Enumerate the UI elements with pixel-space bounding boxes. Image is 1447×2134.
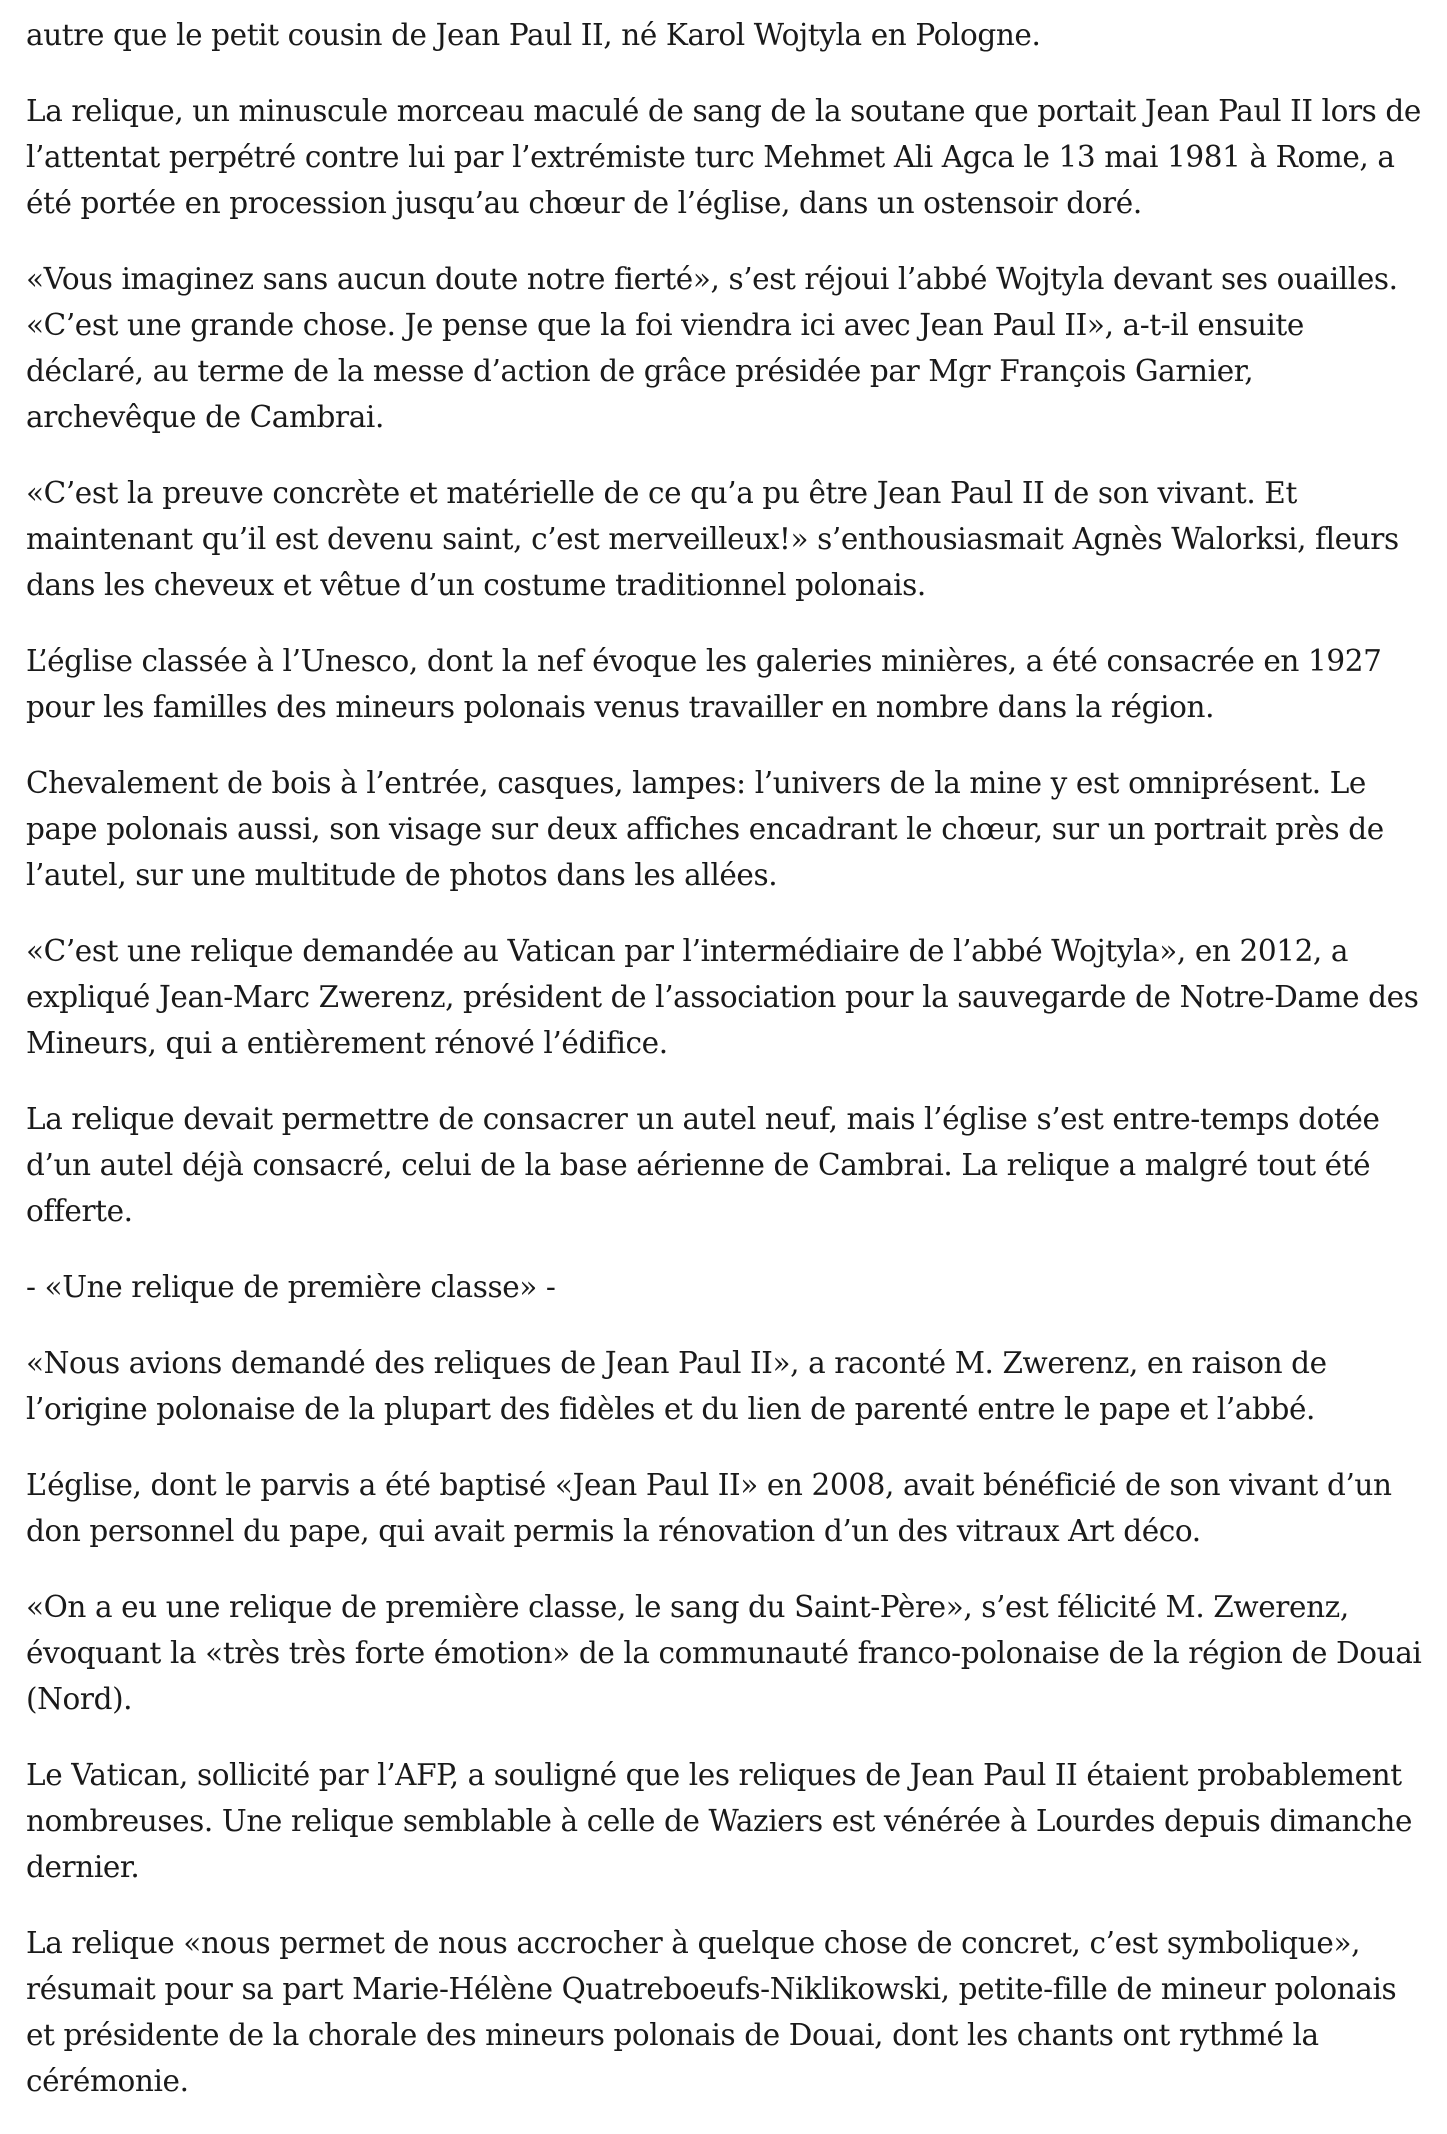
paragraph-8: La relique devait permettre de consacrer un autel neuf, mais l’église s’est entre-temps dotée d’un autel déjà consacré, celui de la base aérienne de Cambrai. La relique a malgré tout été offerte.	[26, 1102, 1380, 1228]
section-subheading: - «Une relique de première classe» -	[26, 1270, 556, 1304]
paragraph-5: L’église classée à l’Unesco, dont la nef évoque les galeries minières, a été consacrée en 1927 pour les familles des mineurs polonais venus travailler en nombre dans la région.	[26, 644, 1382, 724]
paragraph-6: Chevalement de bois à l’entrée, casques, lampes: l’univers de la mine y est omniprésent. Le pape polonais aussi, son visage sur deux affiches encadrant le chœur, sur un portrait près de l’autel, sur une multitude de photos dans les allées.	[26, 766, 1384, 892]
paragraph-1: autre que le petit cousin de Jean Paul II, né Karol Wojtyla en Pologne.	[26, 18, 1041, 52]
paragraph-9: «Nous avions demandé des reliques de Jean Paul II», a raconté M. Zwerenz, en raison de l’origine polonaise de la plupart des fidèles et du lien de parenté entre le pape et l’abbé.	[26, 1346, 1327, 1426]
paragraph-10: L’église, dont le parvis a été baptisé «Jean Paul II» en 2008, avait bénéficié de son vivant d’un don personnel du pape, qui avait permis la rénovation d’un des vitraux Art déco.	[26, 1468, 1392, 1548]
article-body	[26, 12, 1426, 2134]
paragraph-3: «Vous imaginez sans aucun doute notre fierté», s’est réjoui l’abbé Wojtyla devant ses ouailles. «C’est une grande chose. Je pense que la foi viendra ici avec Jean Paul II», a-t-il ensuite déclaré, au terme de la messe d’action de grâce présidée par Mgr François Garnier, archevêque de Cambrai.	[26, 262, 1398, 434]
paragraph-11: «On a eu une relique de première classe, le sang du Saint-Père», s’est félicité M. Zwerenz, évoquant la «très très forte émotion» de la communauté franco-polonaise de la région de Douai (Nord).	[26, 1590, 1422, 1716]
paragraph-7: «C’est une relique demandée au Vatican par l’intermédiaire de l’abbé Wojtyla», en 2012, a expliqué Jean-Marc Zwerenz, président de l’association pour la sauvegarde de Notre-Dame des Mineurs, qui a entièrement rénové l’édifice.	[26, 934, 1419, 1060]
paragraph-12: Le Vatican, sollicité par l’AFP, a souligné que les reliques de Jean Paul II étaient probablement nombreuses. Une relique semblable à celle de Waziers est vénérée à Lourdes depuis dimanche dernier.	[26, 1758, 1413, 1884]
paragraph-4: «C’est la preuve concrète et matérielle de ce qu’a pu être Jean Paul II de son vivant. Et maintenant qu’il est devenu saint, c’est merveilleux!» s’enthousiasmait Agnès Walorksi, fleurs dans les cheveux et vêtue d’un costume traditionnel polonais.	[26, 476, 1399, 602]
paragraph-2: La relique, un minuscule morceau maculé de sang de la soutane que portait Jean Paul II lors de l’attentat perpétré contre lui par l’extrémiste turc Mehmet Ali Agca le 13 mai 1981 à Rome, a été portée en procession jusqu’au chœur de l’église, dans un ostensoir doré.	[26, 94, 1421, 220]
paragraph-13: La relique «nous permet de nous accrocher à quelque chose de concret, c’est symbolique», résumait pour sa part Marie-Hélène Quatreboeufs-Niklikowski, petite-fille de mineur polonais et présidente de la chorale des mineurs polonais de Douai, dont les chants ont rythmé la cérémonie.	[26, 1926, 1397, 2098]
